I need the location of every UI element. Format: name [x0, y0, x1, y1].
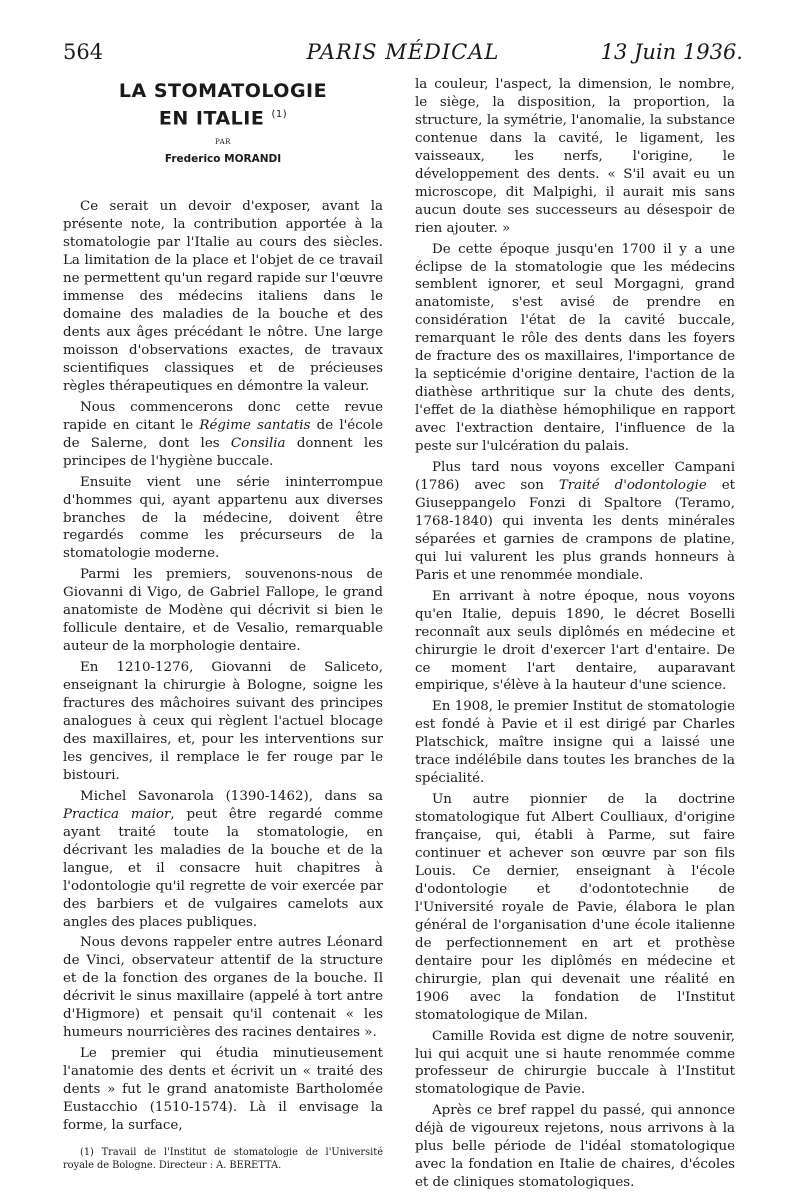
italic-title: Practica maior [63, 806, 171, 822]
paragraph: Camille Rovida est digne de notre souvenir, lui qui acquit une si haute renommée comme professeur de chirurgie buccale à l'Institut stomatologique de Pavie. [415, 1028, 735, 1098]
paragraph: Ensuite vient une série ininterrompue d'hommes qui, ayant appartenu aux diverses branches de la médecine, doivent être regardés comme les précurseurs de la stomatologie moderne. [63, 474, 383, 562]
italic-title: Consilia [230, 435, 286, 451]
paragraph [63, 399, 383, 471]
footnote: (1) Travail de l'Institut de stomatologie de l'Université royale de Bologne. Directeur : A. BERETTA. [63, 1146, 383, 1171]
paragraph [415, 459, 735, 585]
text-run: de l'école de Salerne, dont les [63, 417, 384, 451]
text-run: Plus tard nous voyons exceller Campani (1786) avec son [415, 460, 735, 493]
paragraph: la couleur, l'aspect, la dimension, le nombre, le siège, la disposition, la proportion, la structure, la symétrie, l'anomalie, la substance contenue dans la cavité, le ligament, les vaisseaux, les nerfs, l'origine, le développement des dents. « S'il avait eu un microscope, dit Malpighi, il aurait mis sans aucun doute ses successeurs au désespoir de rien ajouter. » [415, 77, 735, 236]
page-number: 564 [63, 40, 104, 64]
italic-title: Régime santatis [199, 417, 311, 433]
text-run: donnent les principes de l'hygiène buccale. [63, 435, 383, 469]
paragraph: Le premier qui étudia minutieusement l'anatomie des dents et écrivit un « traité des dents » fut le grand anatomiste Bartholomée Eustacchio (1510-1574). Là il envisage la forme, la surface, [63, 1046, 383, 1133]
footnote-marker[interactable]: (1) [271, 109, 288, 120]
paragraph: De cette époque jusqu'en 1700 il y a une éclipse de la stomatologie que les médecins semblent ignorer, et seul Morgagni, grand anatomiste, s'est avisé de prendre en considération l'état de la cavité buccale, remarquant le rôle des dents dans les foyers de fracture des os maxillaires, l'importance de la septicémie d'origine dentaire, l'action de la diathèse arthritique sur la chute des dents, l'effet de la diathèse hémophilique en rapport avec l'extraction dentaire, l'influence de la peste sur l'ulcération du palais. [415, 241, 735, 455]
running-title: PARIS MÉDICAL [306, 40, 500, 64]
paragraph: Ce serait un devoir d'exposer, avant la présente note, la contribution apportée à la stomatologie par l'Italie au cours des siècles. La limitation de la place et l'objet de ce travail ne permettent qu'un regard rapide sur l'œuvre immense des médecins italiens dans le domaine des maladies de la bouche et des dents aux âges précédant le nôtre. Une large moisson d'observations exactes, de travaux scientifiques classiques et de précieuses règles thérapeutiques en démontre la valeur. [63, 199, 383, 394]
issue-date: 13 Juin 1936. [600, 40, 743, 64]
article-title [63, 79, 383, 130]
italic-title: Traité d'odontologie [558, 477, 707, 493]
text-run: Michel Savonarola (1390-1462), dans sa [80, 788, 383, 804]
paragraph: En arrivant à notre époque, nous voyons qu'en Italie, depuis 1890, le décret Boselli reconnaît aux seuls diplômés en médecine et chirurgie le droit d'exercer l'art d'entaire. De ce moment l'art dentaire, auparavant empirique, s'élève à la hauteur d'une science. [415, 588, 735, 694]
page-header [63, 40, 743, 74]
byline-par: PAR [215, 138, 231, 147]
paragraph: En 1210-1276, Giovanni de Saliceto, enseignant la chirurgie à Bologne, soigne les fractures des mâchoires suivant des principes analogues à ceux qui règlent l'actuel blocage des maxillaires, et, pour les interventions sur les gencives, il remplace le fer rouge par le bistouri. [63, 660, 383, 783]
right-column [415, 76, 735, 1192]
text-run: , peut être regardé comme ayant traité toute la stomatologie, en décrivant les maladies de la bouche et de la langue, et il consacre huit chapitres à l'odontologie qu'il regrette de voir exercée par des barbiers et de vulgaires camelots aux angles des places publiques. [63, 806, 383, 930]
paragraph: Parmi les premiers, souvenons-nous de Giovanni di Vigo, de Gabriel Fallope, le grand anatomiste de Modène qui décrivit si bien le follicule dentaire, et de Vesalio, remarquable auteur de la morphologie dentaire. [63, 567, 383, 655]
paragraph: Après ce bref rappel du passé, qui annonce déjà de vigoureux rejetons, nous arrivons à la plus belle période de l'idéal stomatologique avec la fondation en Italie de chaires, d'écoles et de cliniques stomatologiques. [415, 1103, 735, 1191]
paragraph: En 1908, le premier Institut de stomatologie est fondé à Pavie et il est dirigé par Charles Platschick, maître insigne qui a laissé une trace indélébile dans toutes les branches de la spécialité. [415, 699, 735, 787]
text-run: Nous commencerons donc cette revue rapide en citant le [63, 399, 383, 433]
title-line-2 [63, 103, 383, 130]
paragraph: Un autre pionnier de la doctrine stomatologique fut Albert Coulliaux, d'origine française, qui, établi à Parme, sut faire continuer et achever son œuvre par son fils Louis. Ce dernier, enseignant à l'école d'odontologie et d'odontotechnie de l'Université royale de Pavie, élabora le plan général de l'organisation d'une école italienne de perfectionnement en art et prothèse dentaire pour les diplômés en médecine et chirurgie, plan qui devenait une réalité en 1906 avec la fondation de l'Institut stomatologique de Milan. [415, 792, 735, 1023]
paragraph [63, 788, 383, 932]
left-column [63, 76, 383, 1172]
title-line-1: LA STOMATOLOGIE [118, 80, 328, 102]
paragraph: Nous devons rappeler entre autres Léonard de Vinci, observateur attentif de la structure et de la fonction des organes de la bouche. Il décrivit le sinus maxillaire (appelé à tort antre d'Higmore) et pensait qu'il contenait « les humeurs nourricières des racines dentaires ». [63, 935, 383, 1041]
text-run: et Giuseppangelo Fonzi di Spaltore (Teramo, 1768-1840) qui inventa les dents minérales séparées et garnies de crampons de platine, qui lui valurent les plus grands honneurs à Paris et une renommée mondiale. [415, 477, 736, 583]
title-line-2-text: EN ITALIE [158, 107, 265, 130]
author-name: Frederico MORANDI [164, 153, 282, 166]
